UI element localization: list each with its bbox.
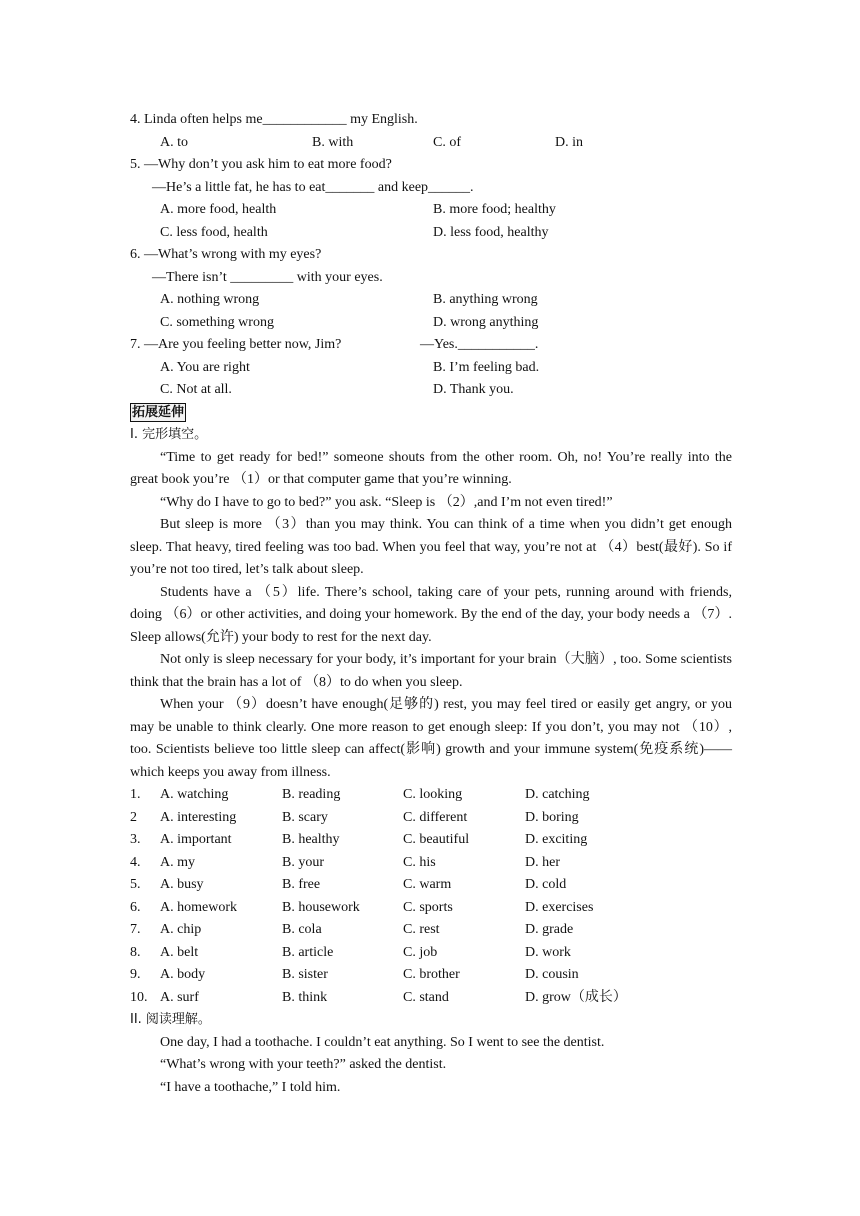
cloze-option-a: A. watching bbox=[160, 787, 229, 802]
cloze-option-row bbox=[130, 852, 732, 875]
cloze-option-b: B. scary bbox=[282, 809, 328, 825]
cloze-paragraph-3: But sleep is more （3）than you may think. You can think of a time when you didn’t get enough sleep. That heavy, tired feeling was too bad. When you feel that way, you’re not at （4）best(最好). So if you’re not too tired, let’s talk about sleep. bbox=[130, 517, 732, 577]
cloze-option-c: C. stand bbox=[403, 989, 449, 1005]
cloze-option-c: C. beautiful bbox=[403, 832, 470, 847]
question-4-option-c: C. of bbox=[433, 134, 461, 150]
question-5-stem: 5. —Why don’t you ask him to eat more food? bbox=[130, 157, 392, 172]
cloze-option-c: C. warm bbox=[403, 877, 452, 892]
cloze-option-row bbox=[130, 897, 732, 920]
cloze-paragraph-2: “Why do I have to go to bed?” you ask. “Sleep is （2）,and I’m not even tired!” bbox=[160, 494, 613, 510]
section-heading-row bbox=[130, 402, 732, 425]
cloze-option-d: D. boring bbox=[525, 809, 579, 825]
cloze-option-number: 2 bbox=[130, 809, 137, 825]
question-6-option-c: C. something wrong bbox=[160, 314, 274, 330]
question-4-options bbox=[130, 132, 732, 155]
question-7-stem: 7. —Are you feeling better now, Jim? bbox=[130, 337, 342, 352]
cloze-option-row bbox=[130, 829, 732, 852]
cloze-option-row bbox=[130, 964, 732, 987]
cloze-option-c: C. brother bbox=[403, 967, 460, 982]
worksheet-page bbox=[130, 109, 732, 1099]
cloze-option-row bbox=[130, 942, 732, 965]
cloze-paragraph-6: When your （9）doesn’t have enough(足够的) rest, you may feel tired or easily get angry, or you may be unable to think clearly. One more reason to get enough sleep: If you don’t, you may not （10）, too. Scientists believe too little sleep can affect(影响) growth and your immune system(免疫系统)——which keeps you away from illness. bbox=[130, 697, 732, 780]
cloze-option-c: C. looking bbox=[403, 787, 463, 802]
cloze-option-a: A. interesting bbox=[160, 809, 237, 825]
question-4-stem: 4. Linda often helps me____________ my English. bbox=[130, 112, 418, 127]
cloze-option-b: B. healthy bbox=[282, 832, 340, 847]
cloze-title: I. 完形填空。 bbox=[130, 427, 208, 442]
cloze-option-d: D. grow（成长） bbox=[525, 989, 627, 1005]
question-5-options-row-2 bbox=[130, 222, 732, 245]
question-7-option-b: B. I’m feeling bad. bbox=[433, 359, 540, 375]
section-heading: 拓展延伸 bbox=[132, 404, 185, 420]
cloze-option-b: B. reading bbox=[282, 787, 341, 802]
cloze-option-number: 8. bbox=[130, 944, 141, 960]
question-7-option-d: D. Thank you. bbox=[433, 382, 514, 397]
cloze-option-d: D. cold bbox=[525, 877, 567, 892]
cloze-option-b: B. housework bbox=[282, 899, 360, 915]
cloze-option-b: B. article bbox=[282, 944, 334, 960]
question-6-option-b: B. anything wrong bbox=[433, 292, 538, 307]
question-4-option-b: B. with bbox=[312, 134, 354, 150]
cloze-option-a: A. busy bbox=[160, 877, 204, 892]
cloze-option-d: D. her bbox=[525, 854, 560, 870]
question-7-options-row-2 bbox=[130, 379, 732, 402]
cloze-option-a: A. belt bbox=[160, 944, 199, 960]
reading-paragraph-3: “I have a toothache,” I told him. bbox=[160, 1079, 341, 1095]
cloze-option-number: 7. bbox=[130, 922, 141, 937]
cloze-option-c: C. his bbox=[403, 854, 436, 870]
cloze-options-table bbox=[130, 784, 732, 1009]
cloze-option-d: D. work bbox=[525, 944, 571, 960]
question-5-option-b: B. more food; healthy bbox=[433, 202, 556, 217]
cloze-option-a: A. chip bbox=[160, 922, 202, 937]
cloze-option-b: B. your bbox=[282, 854, 324, 870]
question-6-options-row-1 bbox=[130, 289, 732, 312]
question-7-option-a: A. You are right bbox=[160, 359, 250, 375]
cloze-option-number: 4. bbox=[130, 854, 141, 870]
cloze-option-d: D. exciting bbox=[525, 832, 588, 847]
question-6-reply: —There isn’t _________ with your eyes. bbox=[152, 269, 383, 285]
cloze-option-d: D. cousin bbox=[525, 967, 579, 982]
cloze-option-number: 1. bbox=[130, 787, 141, 802]
cloze-paragraph-1: “Time to get ready for bed!” someone shouts from the other room. Oh, no! You’re really into the great book you’re （1）or that computer game that you’re winning. bbox=[130, 449, 732, 487]
question-4-option-d: D. in bbox=[555, 134, 583, 150]
question-7-options-row-1 bbox=[130, 357, 732, 380]
cloze-option-number: 9. bbox=[130, 967, 141, 982]
question-7-reply: —Yes.___________. bbox=[420, 337, 539, 352]
question-7-stem-row bbox=[130, 334, 732, 357]
cloze-paragraph-5: Not only is sleep necessary for your body, it’s important for your brain（大脑）, too. Some scientists think that the brain has a lot of （8）to do when you sleep. bbox=[130, 652, 732, 690]
cloze-option-c: C. rest bbox=[403, 922, 440, 937]
question-5-options-row-1 bbox=[130, 199, 732, 222]
cloze-option-b: B. free bbox=[282, 877, 321, 892]
cloze-option-d: D. catching bbox=[525, 787, 590, 802]
cloze-option-number: 6. bbox=[130, 899, 141, 915]
cloze-option-c: C. sports bbox=[403, 899, 453, 915]
cloze-option-row bbox=[130, 784, 732, 807]
cloze-option-a: A. my bbox=[160, 854, 195, 870]
cloze-paragraph-4: Students have a （5）life. There’s school, taking care of your pets, running around with friends, doing （6）or other activities, and doing your homework. By the end of the day, your body needs a （7）. Sleep allows(允许) your body to rest for the next day. bbox=[130, 584, 732, 645]
cloze-option-row bbox=[130, 874, 732, 897]
cloze-option-number: 10. bbox=[130, 989, 148, 1005]
cloze-option-a: A. homework bbox=[160, 899, 237, 915]
cloze-option-a: A. important bbox=[160, 832, 232, 847]
cloze-option-row bbox=[130, 919, 732, 942]
cloze-option-b: B. sister bbox=[282, 967, 328, 982]
reading-paragraph-2: “What’s wrong with your teeth?” asked the dentist. bbox=[160, 1057, 447, 1072]
cloze-option-number: 5. bbox=[130, 877, 141, 892]
reading-title: II. 阅读理解。 bbox=[130, 1012, 211, 1027]
cloze-option-b: B. cola bbox=[282, 922, 322, 937]
cloze-option-d: D. grade bbox=[525, 922, 574, 937]
cloze-option-c: C. different bbox=[403, 809, 468, 825]
question-5-option-a: A. more food, health bbox=[160, 202, 277, 217]
question-6-options-row-2 bbox=[130, 312, 732, 335]
cloze-option-a: A. surf bbox=[160, 989, 199, 1005]
question-6-option-a: A. nothing wrong bbox=[160, 292, 260, 307]
question-6-option-d: D. wrong anything bbox=[433, 314, 539, 330]
cloze-option-c: C. job bbox=[403, 944, 438, 960]
question-5-option-d: D. less food, healthy bbox=[433, 224, 549, 240]
cloze-option-d: D. exercises bbox=[525, 899, 594, 915]
reading-paragraph-1: One day, I had a toothache. I couldn’t eat anything. So I went to see the dentist. bbox=[160, 1034, 605, 1050]
cloze-option-b: B. think bbox=[282, 989, 328, 1005]
question-6-stem: 6. —What’s wrong with my eyes? bbox=[130, 247, 322, 262]
question-5-option-c: C. less food, health bbox=[160, 224, 268, 240]
cloze-option-a: A. body bbox=[160, 967, 206, 982]
question-4-option-a: A. to bbox=[160, 134, 188, 150]
question-7-option-c: C. Not at all. bbox=[160, 382, 232, 397]
cloze-option-number: 3. bbox=[130, 832, 141, 847]
cloze-option-row bbox=[130, 987, 732, 1010]
question-5-reply: —He’s a little fat, he has to eat_______ and keep______. bbox=[152, 179, 474, 195]
cloze-option-row bbox=[130, 807, 732, 830]
